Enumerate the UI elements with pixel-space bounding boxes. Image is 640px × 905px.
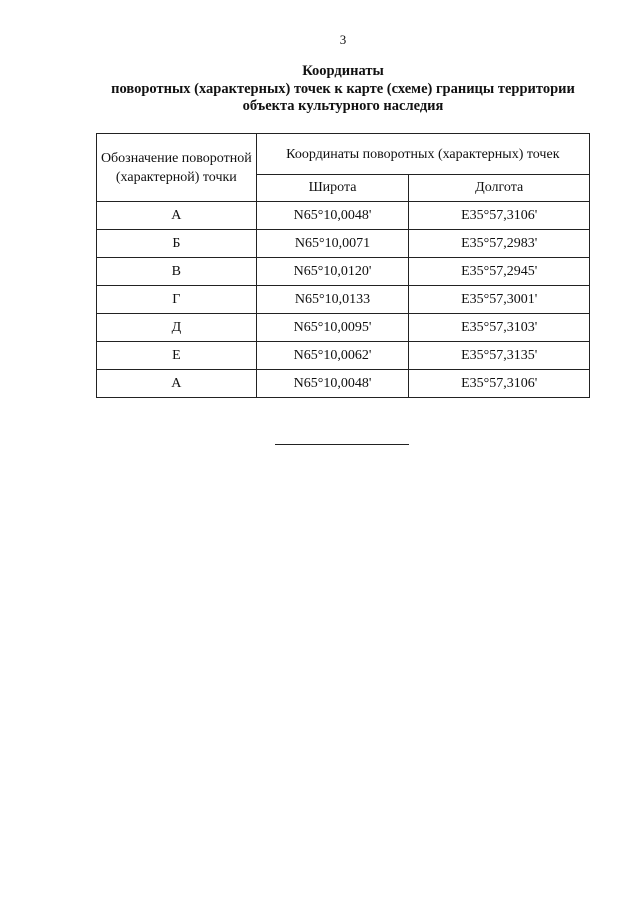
table-row (97, 230, 590, 258)
latitude-cell: N65°10,0120' (256, 258, 409, 286)
title-line-1: Координаты (302, 63, 384, 79)
table-row (97, 258, 590, 286)
table-row (97, 202, 590, 230)
table-header-row (97, 134, 590, 175)
longitude-cell: E35°57,3135' (409, 342, 590, 370)
point-label: Е (97, 342, 257, 370)
coordinates-table (96, 133, 590, 398)
header-designation: Обозначение поворотной (характерной) точки (97, 134, 257, 202)
longitude-cell: E35°57,2945' (409, 258, 590, 286)
latitude-cell: N65°10,0048' (256, 370, 409, 398)
page-number: 3 (339, 32, 347, 47)
point-label: А (97, 202, 257, 230)
title-line-2: поворотных (характерных) точек к карте (схеме) границы территории (111, 80, 575, 97)
table-row (97, 370, 590, 398)
point-label: Д (97, 314, 257, 342)
longitude-cell: E35°57,3106' (409, 370, 590, 398)
latitude-cell: N65°10,0048' (256, 202, 409, 230)
longitude-cell: E35°57,3103' (409, 314, 590, 342)
longitude-cell: E35°57,3106' (409, 202, 590, 230)
latitude-cell: N65°10,0095' (256, 314, 409, 342)
table-row (97, 314, 590, 342)
latitude-cell: N65°10,0133 (256, 286, 409, 314)
document-title (0, 63, 640, 116)
point-label: Б (97, 230, 257, 258)
table-row (97, 342, 590, 370)
table-row (97, 286, 590, 314)
point-label: В (97, 258, 257, 286)
latitude-cell: N65°10,0062' (256, 342, 409, 370)
point-label: Г (97, 286, 257, 314)
latitude-cell: N65°10,0071 (256, 230, 409, 258)
header-latitude: Широта (256, 175, 409, 202)
title-line-3: объекта культурного наследия (242, 98, 444, 114)
header-coordinates: Координаты поворотных (характерных) точек (256, 134, 589, 175)
header-longitude: Долгота (409, 175, 590, 202)
longitude-cell: E35°57,2983' (409, 230, 590, 258)
longitude-cell: E35°57,3001' (409, 286, 590, 314)
point-label: А (97, 370, 257, 398)
signature-line (275, 444, 409, 445)
